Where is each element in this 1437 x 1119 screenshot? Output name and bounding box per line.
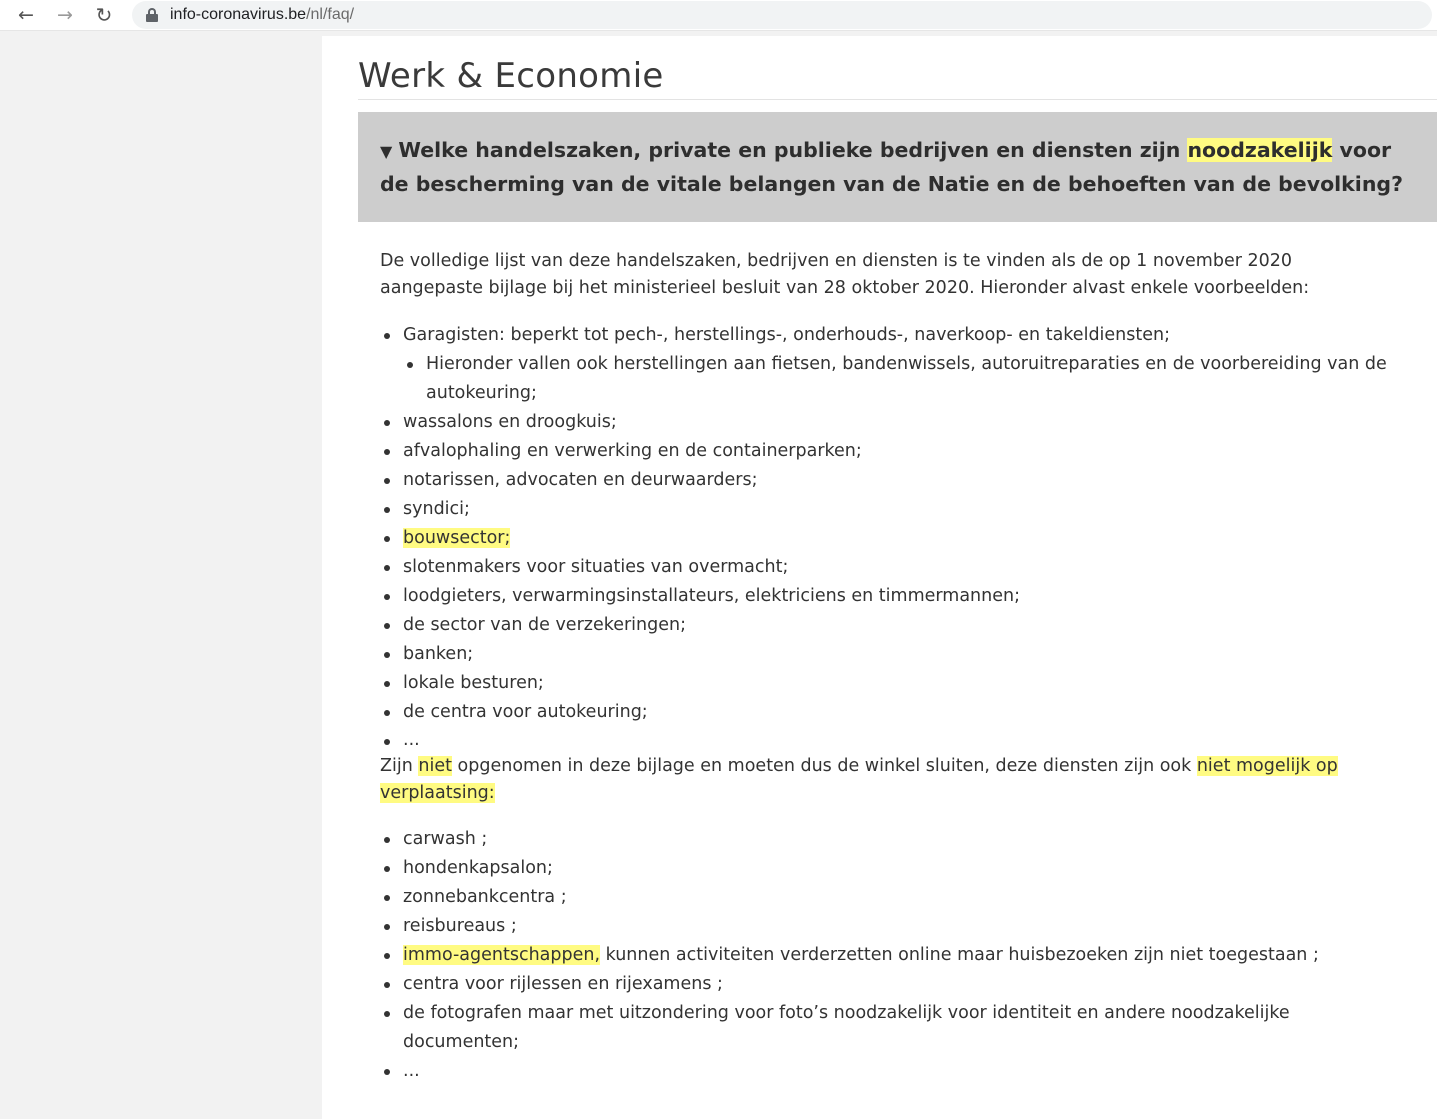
essential-services-list <box>380 321 1390 753</box>
faq-question-highlight: noodzakelijk <box>1187 138 1333 162</box>
list-item: lokale besturen; <box>380 669 1390 698</box>
list-item: loodgieters, verwarmingsinstallateurs, elektriciens en timmermannen; <box>380 582 1390 611</box>
list-item <box>380 941 1390 970</box>
list-item: wassalons en droogkuis; <box>380 408 1390 437</box>
left-sidebar <box>0 36 321 1119</box>
list-item: carwash ; <box>380 825 1390 854</box>
list-item-text: Garagisten: beperkt tot pech-, herstellings-, onderhouds-, naverkoop- en takeldiensten; <box>403 325 1171 345</box>
faq-question-text-2: voor de bescherming van de vitale belangen van de Natie en de behoeften van de bevolking? <box>380 138 1403 196</box>
list-item: slotenmakers voor situaties van overmacht; <box>380 553 1390 582</box>
title-divider <box>358 99 1437 100</box>
list-item: ... <box>380 727 1390 753</box>
list-item: Hieronder vallen ook herstellingen aan fietsen, bandenwissels, autoruitreparaties en de voorbereiding van de autokeuring; <box>380 350 1390 408</box>
list-item: de fotografen maar met uitzondering voor foto’s noodzakelijk voor identiteit en andere noodzakelijke documenten; <box>380 999 1390 1057</box>
url-text <box>170 6 354 24</box>
paragraph-text: Zijn <box>380 756 419 776</box>
list-item: ... <box>380 1057 1390 1086</box>
list-item: afvalophaling en verwerking en de containerparken; <box>380 437 1390 466</box>
highlighted-text: niet mogelijk op verplaatsing: <box>380 756 1338 803</box>
address-bar[interactable] <box>132 1 1432 29</box>
list-item: banken; <box>380 640 1390 669</box>
sub-list <box>380 350 1390 408</box>
closed-services-list <box>380 825 1390 1086</box>
highlighted-text: immo-agentschappen, <box>403 945 601 965</box>
highlighted-text: niet <box>418 756 452 776</box>
lock-icon <box>146 8 158 22</box>
forward-arrow-icon[interactable]: → <box>57 4 73 26</box>
list-item: reisbureaus ; <box>380 912 1390 941</box>
reload-icon[interactable]: ↻ <box>95 3 113 27</box>
list-item: notarissen, advocaten en deurwaarders; <box>380 466 1390 495</box>
browser-toolbar <box>0 0 1437 31</box>
list-item <box>380 321 1390 408</box>
back-arrow-icon[interactable]: ← <box>18 4 34 26</box>
paragraph-text: opgenomen in deze bijlage en moeten dus de winkel sluiten, deze diensten zijn ook <box>451 756 1197 776</box>
faq-answer <box>380 248 1390 1086</box>
url-path: /nl/faq/ <box>306 6 355 23</box>
list-item-text: kunnen activiteiten verderzetten online maar huisbezoeken zijn niet toegestaan ; <box>600 945 1319 965</box>
main-content <box>322 36 1437 1119</box>
list-item: zonnebankcentra ; <box>380 883 1390 912</box>
faq-question-toggle[interactable] <box>358 112 1437 222</box>
list-item: syndici; <box>380 495 1390 524</box>
not-included-paragraph <box>380 753 1390 807</box>
list-item: de sector van de verzekeringen; <box>380 611 1390 640</box>
list-item <box>380 524 1390 553</box>
answer-intro: De volledige lijst van deze handelszaken, bedrijven en diensten is te vinden als de op 1 november 2020 aangepaste bijlage bij het ministerieel besluit van 28 oktober 2020. Hieronder alvast enkele voorbeelden: <box>380 251 1310 298</box>
list-item: de centra voor autokeuring; <box>380 698 1390 727</box>
list-item: hondenkapsalon; <box>380 854 1390 883</box>
url-host: info-coronavirus.be <box>170 6 307 23</box>
list-item: centra voor rijlessen en rijexamens ; <box>380 970 1390 999</box>
caret-down-icon: ▼ <box>380 142 393 161</box>
page-title: Werk & Economie <box>358 56 664 96</box>
faq-question-text-1: Welke handelszaken, private en publieke bedrijven en diensten zijn <box>398 138 1188 162</box>
highlighted-text: bouwsector; <box>403 528 511 548</box>
